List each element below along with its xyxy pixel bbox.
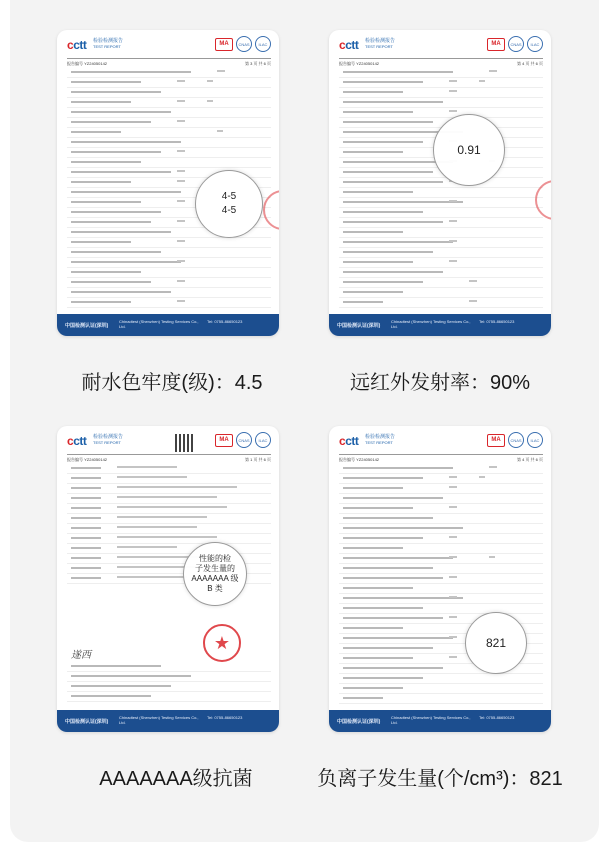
ma-mark-icon: MA bbox=[215, 434, 233, 447]
ma-mark-icon: MA bbox=[215, 38, 233, 51]
footer-contact: Tel: 0755-86650123 bbox=[479, 715, 515, 720]
report-card-far-infrared[interactable] bbox=[329, 30, 551, 336]
report-footer bbox=[57, 314, 279, 336]
ilac-mark-icon: ILAC bbox=[255, 36, 271, 52]
caption-antibacterial: AAAAAAA级抗菌 bbox=[99, 768, 253, 790]
page-number: 第 4 页 共 6 页 bbox=[516, 61, 543, 66]
logo-subtitle: TEST REPORT bbox=[365, 44, 393, 49]
caption-negative-ion: 负离子发生量(个/cm³)：821 bbox=[317, 768, 563, 790]
report-footer bbox=[329, 710, 551, 732]
lens-line: B 类 bbox=[207, 584, 223, 593]
qr-code-icon bbox=[175, 434, 193, 452]
footer-address: Chinadtest (Shenzhen) Testing Services Co., Ltd. bbox=[391, 319, 471, 329]
ma-mark-icon: MA bbox=[487, 38, 505, 51]
report-rows bbox=[339, 68, 543, 308]
lens-line: AAAAAAA 级 bbox=[191, 574, 239, 583]
footer-contact: Tel: 0755-86650123 bbox=[479, 319, 515, 324]
page-number: 第 4 页 共 6 页 bbox=[516, 457, 543, 462]
caption-far-infrared: 远红外发射率：90% bbox=[349, 372, 531, 394]
logo-subtitle: TEST REPORT bbox=[93, 44, 121, 49]
magnifier-lens bbox=[465, 612, 527, 674]
ilac-mark-icon: ILAC bbox=[527, 36, 543, 52]
notes-rows bbox=[67, 662, 271, 702]
magnifier-lens bbox=[195, 170, 263, 238]
magnifier-lens bbox=[433, 114, 505, 186]
cttc-logo: cctt bbox=[67, 434, 87, 448]
signature: 遂西 bbox=[71, 650, 91, 661]
report-header bbox=[339, 432, 543, 454]
logo-title: 检验检测报告 bbox=[93, 38, 124, 44]
lens-value: 4-5 bbox=[221, 191, 237, 202]
divider bbox=[339, 58, 543, 59]
footer-name: 中国检测认证(深圳) bbox=[337, 719, 381, 725]
footer-address: Chinadtest (Shenzhen) Testing Services Co., Ltd. bbox=[119, 319, 199, 329]
cert-marks bbox=[215, 432, 271, 448]
cnas-mark-icon: CNAS bbox=[236, 432, 252, 448]
logo-title: 检验检测报告 bbox=[365, 434, 396, 440]
footer-name: 中国检测认证(深圳) bbox=[337, 323, 381, 329]
cert-marks bbox=[487, 36, 543, 52]
report-number: 报告编号 YZ24050142 bbox=[67, 61, 108, 66]
report-card-negative-ion[interactable] bbox=[329, 426, 551, 732]
divider bbox=[339, 454, 543, 455]
footer-contact: Tel: 0755-86650123 bbox=[207, 715, 243, 720]
report-card-antibacterial[interactable] bbox=[57, 426, 279, 732]
report-header bbox=[67, 36, 271, 58]
cttc-logo: cctt bbox=[339, 434, 359, 448]
divider bbox=[67, 454, 271, 455]
report-header bbox=[339, 36, 543, 58]
cert-marks bbox=[487, 432, 543, 448]
lens-value: 0.91 bbox=[457, 143, 481, 157]
cttc-logo: cctt bbox=[67, 38, 87, 52]
report-number: 报告编号 YZ24050142 bbox=[67, 457, 108, 462]
footer-name: 中国检测认证(深圳) bbox=[65, 719, 109, 725]
ma-mark-icon: MA bbox=[487, 434, 505, 447]
logo-title: 检验检测报告 bbox=[93, 434, 124, 440]
cnas-mark-icon: CNAS bbox=[508, 432, 524, 448]
report-number: 报告编号 YZ24050142 bbox=[339, 457, 380, 462]
report-header bbox=[67, 432, 271, 454]
lens-value: 821 bbox=[485, 636, 507, 650]
page-number: 第 3 页 共 6 页 bbox=[244, 61, 271, 66]
divider bbox=[67, 58, 271, 59]
magnifier-lens bbox=[183, 542, 247, 606]
background-panel bbox=[10, 0, 599, 842]
lens-line: 子发生量的 bbox=[195, 564, 235, 573]
report-footer bbox=[329, 314, 551, 336]
footer-name: 中国检测认证(深圳) bbox=[65, 323, 109, 329]
logo-subtitle: TEST REPORT bbox=[365, 440, 393, 445]
page-number: 第 1 页 共 6 页 bbox=[244, 457, 271, 462]
official-stamp-icon: ★ bbox=[203, 624, 241, 662]
cert-marks bbox=[215, 36, 271, 52]
cnas-mark-icon: CNAS bbox=[236, 36, 252, 52]
footer-address: Chinadtest (Shenzhen) Testing Services Co., Ltd. bbox=[119, 715, 199, 725]
footer-address: Chinadtest (Shenzhen) Testing Services Co., Ltd. bbox=[391, 715, 471, 725]
logo-subtitle: TEST REPORT bbox=[93, 440, 121, 445]
logo-title: 检验检测报告 bbox=[365, 38, 396, 44]
cttc-logo: cctt bbox=[339, 38, 359, 52]
lens-value: 4-5 bbox=[221, 205, 237, 216]
lens-line: 性能的检 bbox=[199, 554, 231, 563]
report-footer bbox=[57, 710, 279, 732]
cnas-mark-icon: CNAS bbox=[508, 36, 524, 52]
footer-contact: Tel: 0755-86650123 bbox=[207, 319, 243, 324]
caption-water-fastness: 耐水色牢度(级)：4.5 bbox=[81, 372, 263, 394]
ilac-mark-icon: ILAC bbox=[255, 432, 271, 448]
ilac-mark-icon: ILAC bbox=[527, 432, 543, 448]
report-number: 报告编号 YZ24050142 bbox=[339, 61, 380, 66]
report-card-water-fastness[interactable] bbox=[57, 30, 279, 336]
